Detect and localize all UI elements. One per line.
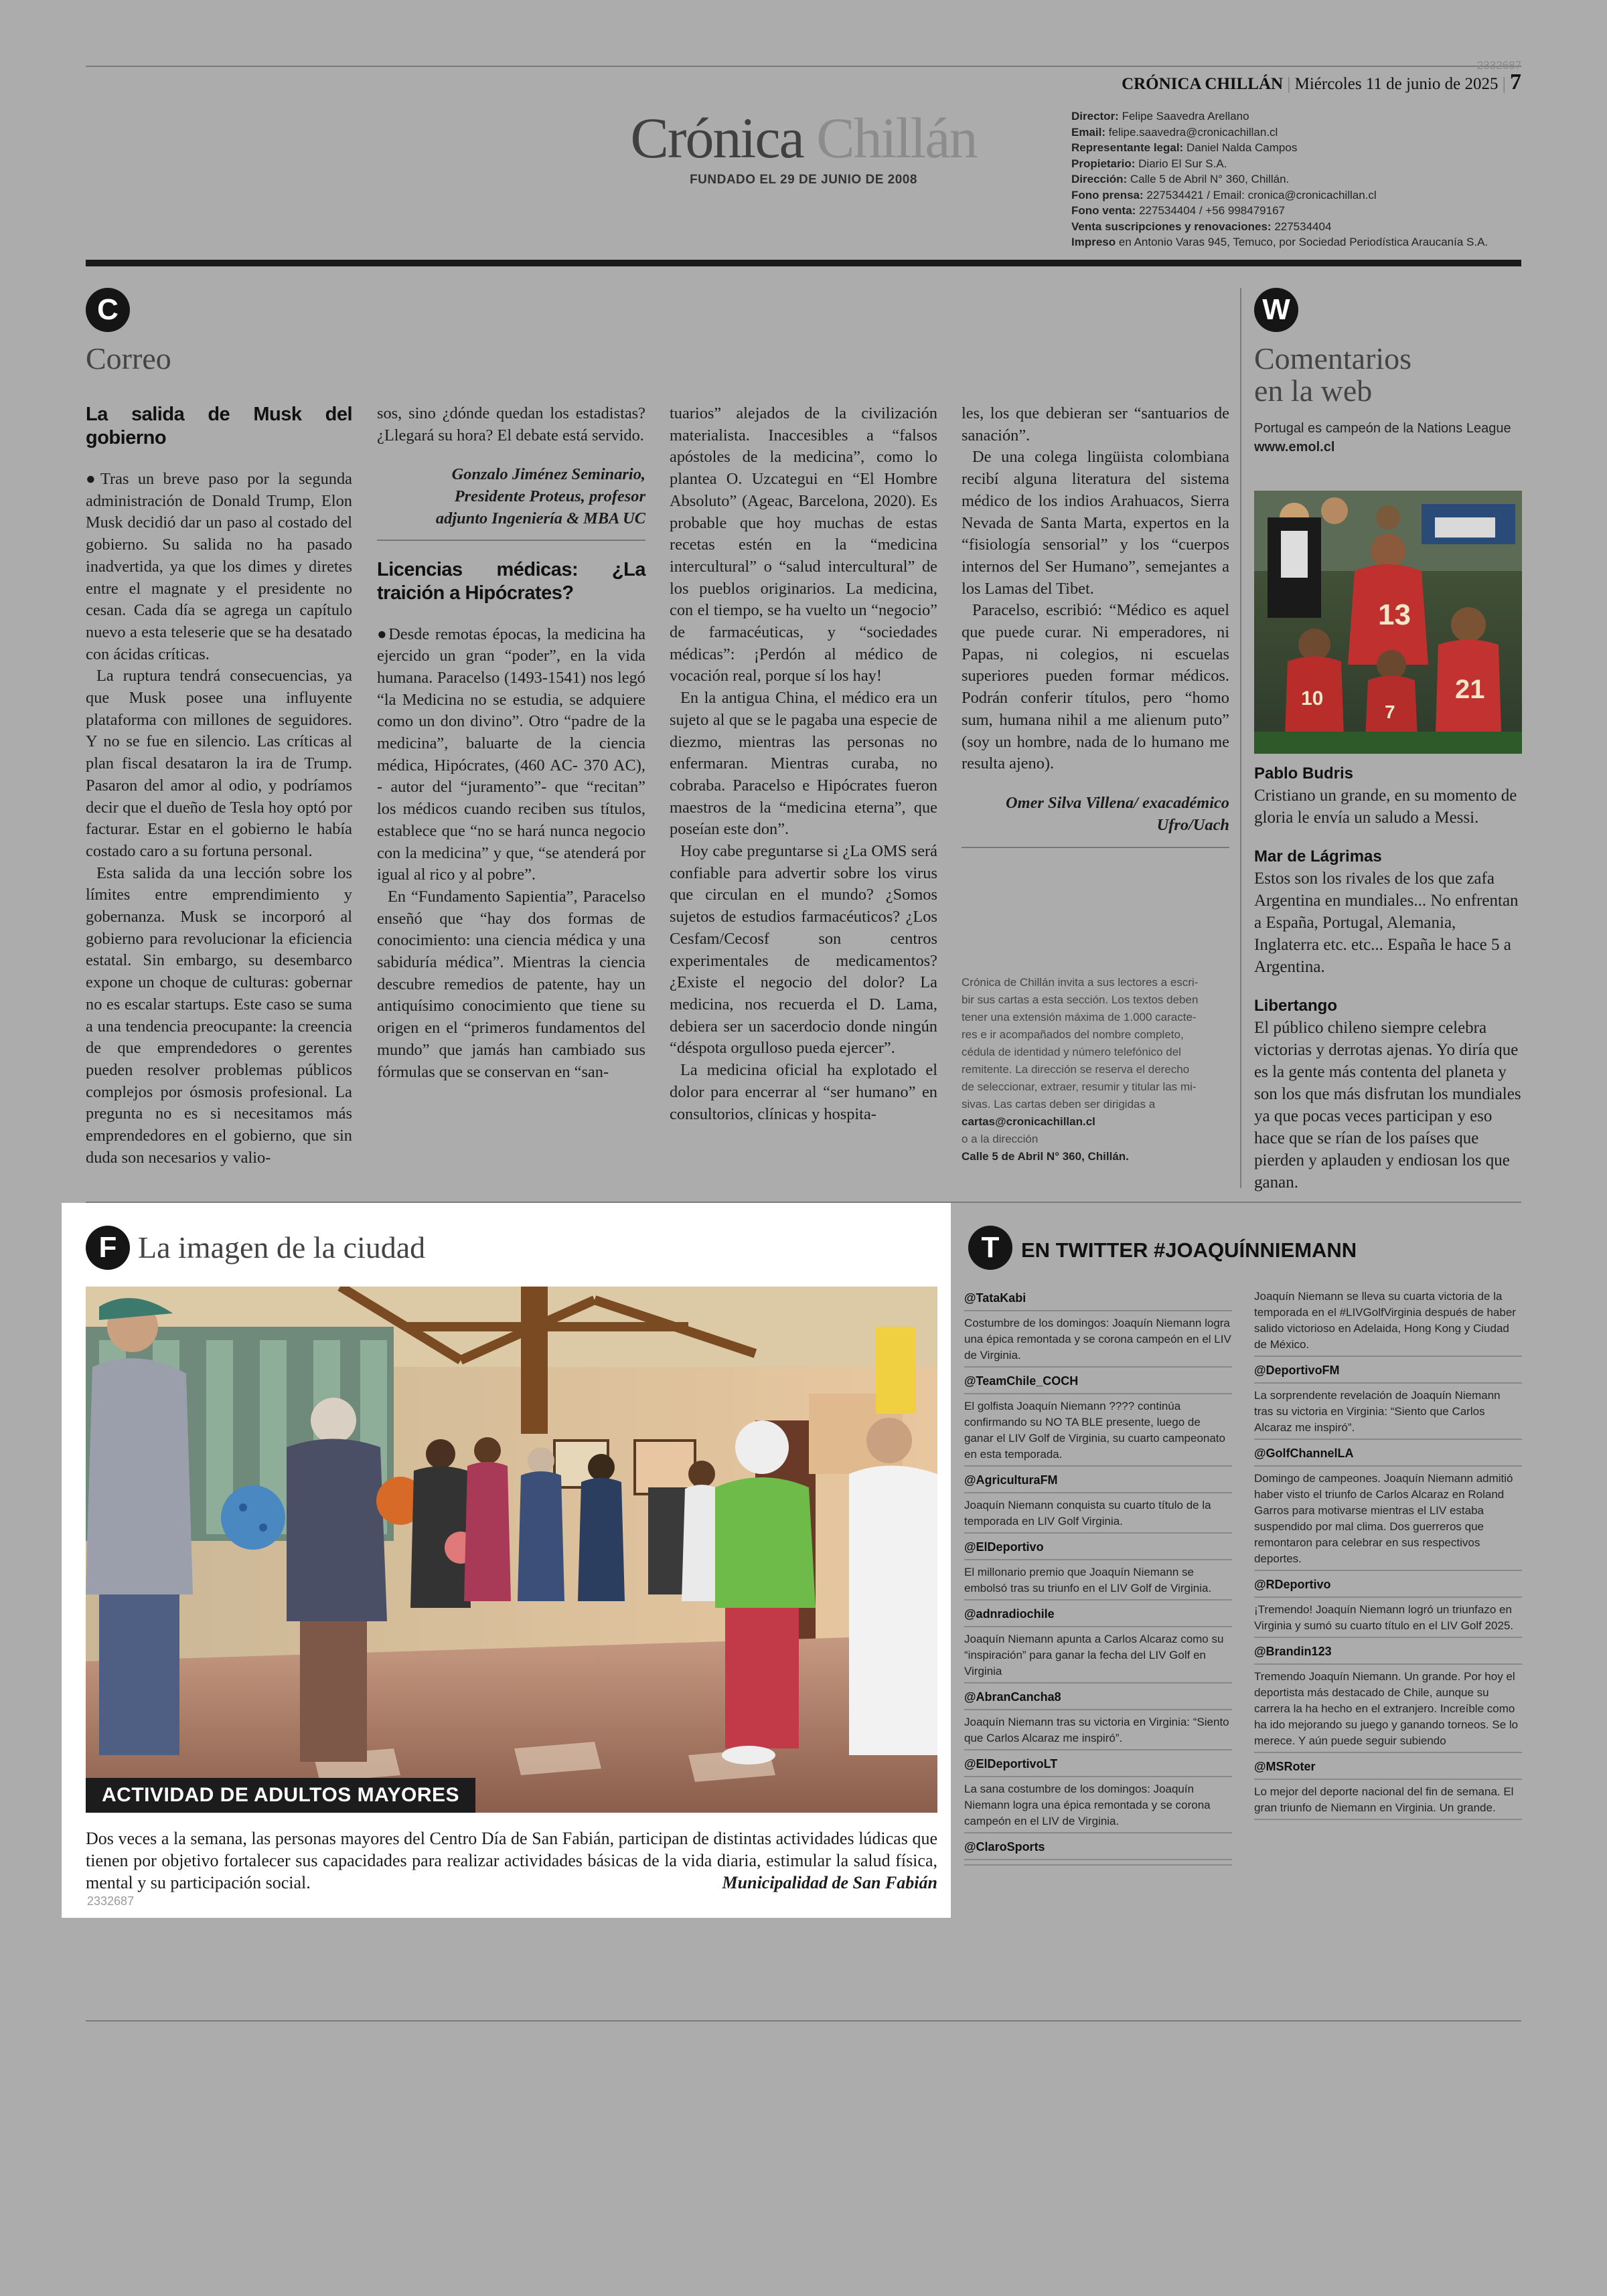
- tweet-text: Tremendo Joaquín Niemann. Un grande. Por hoy el deportista más destacado de Chile, aunque su carrera la ha hecho en el extranjero. Increíble como ha ido mejorando su juego y ganando torneos. Se lo merece. Y aún puede seguir subiendo: [1254, 1670, 1519, 1747]
- web-comment-user: Pablo Budris: [1254, 764, 1354, 783]
- letter2-body-col4: [962, 403, 1229, 775]
- staff-row: [1071, 140, 1527, 156]
- tweet-separator: [964, 1749, 1232, 1750]
- staff-value: 227534421 / Email: cronica@cronicachillan.cl: [1146, 188, 1377, 201]
- tweet-separator: [1254, 1596, 1522, 1598]
- tweet-separator: [964, 1366, 1232, 1368]
- city-code: 2332687: [87, 1894, 135, 1908]
- page-number: 7: [1510, 70, 1521, 94]
- tweet-text: Domingo de campeones. Joaquín Niemann admitió haber visto el triunfo de Carlos Alcaraz en Roland Garros para motivarse mientras el LIV estaba suspendido por mal clima. Dos guerreros que remontaron para celebrar en sus respectivos deportes.: [1254, 1472, 1513, 1565]
- tweet-text: El millonario premio que Joaquín Niemann se embolsó tras su triunfo en el LIV Golf de Virginia.: [964, 1566, 1212, 1594]
- staff-row: [1071, 234, 1527, 250]
- staff-label: Fono prensa:: [1071, 188, 1144, 201]
- signature-line: adjunto Ingeniería & MBA UC: [435, 509, 645, 527]
- staff-label: Representante legal:: [1071, 141, 1184, 154]
- tweet-text: Costumbre de los domingos: Joaquín Niemann logra una épica remontada y se corona campeón en el LIV de Virginia.: [964, 1317, 1231, 1362]
- web-title-line1: Comentarios: [1254, 341, 1412, 376]
- letter2-signature: [962, 793, 1229, 836]
- web-site[interactable]: www.emol.cl: [1254, 440, 1335, 455]
- tweet-separator: [964, 1465, 1232, 1467]
- letter1-signature: [377, 464, 645, 529]
- paragraph: ●Tras un breve paso por la segunda administración de Donald Trump, Elon Musk decidió dar un paso al costado del gobierno. Su salida no ha pasado inadvertida, ya que los dimes y diretes entre el magnate y el presidente no cesan. Cada día se agrega un capítulo nuevo a esta teleserie que se ha desatado con ácidas críticas.: [86, 470, 352, 663]
- twitter-badge: T: [968, 1226, 1012, 1270]
- staff-box: [1071, 108, 1527, 250]
- tweet-separator: [1254, 1465, 1522, 1467]
- letter2-body-col2: [377, 624, 645, 1084]
- staff-label: Impreso: [1071, 236, 1116, 248]
- notice-line: cédula de identidad y número telefónico del: [962, 1046, 1181, 1058]
- tweet-separator: [964, 1599, 1232, 1601]
- photo-label: ACTIVIDAD DE ADULTOS MAYORES: [86, 1778, 475, 1813]
- signature-line: Presidente Proteus, profesor: [454, 487, 645, 506]
- tweet-text: Joaquín Niemann se lleva su cuarta victoria de la temporada en el #LIVGolfVirginia después de haber salido victorioso en Adelaida, Hong Kong y Ciudad de México.: [1254, 1290, 1516, 1351]
- staff-value: en Antonio Varas 945, Temuco, por Sociedad Periodística Araucanía S.A.: [1118, 236, 1488, 248]
- tweet-separator: [964, 1832, 1232, 1833]
- masthead-word-chillan: Chillán: [816, 106, 977, 170]
- twitter-column-1: [964, 1289, 1232, 1870]
- staff-label: Dirección:: [1071, 173, 1128, 185]
- notice-line: bir sus cartas a esta sección. Los textos deben: [962, 993, 1199, 1006]
- tweet-text: Joaquín Niemann conquista su cuarto título de la temporada en LIV Golf Virginia.: [964, 1499, 1211, 1528]
- letter2-body-col3: [670, 403, 937, 1125]
- web-comment-text: Cristiano un grande, en su momento de gloria le envía un saludo a Messi.: [1254, 787, 1517, 827]
- staff-row: [1071, 171, 1527, 187]
- tweet-user: @AbranCancha8: [964, 1690, 1061, 1704]
- tweet-separator: [964, 1859, 1232, 1860]
- notice-line: Crónica de Chillán invita a sus lectores a escri-: [962, 976, 1199, 989]
- tweet-separator: [964, 1532, 1232, 1534]
- paragraph: La ruptura tendrá consecuencias, ya que Musk posee una influyente plataforma con millones de seguidores. Y no se fue en silencio. Las críticas al plan fiscal desataron la ira de Trump. Pasaron del amor al odio, y podríamos decir que el dueño de Tesla hoy optó por facturar. Estar en el gobierno le había costado caro a su fortuna personal.: [86, 667, 352, 860]
- staff-value: Calle 5 de Abril N° 360, Chillán.: [1130, 173, 1290, 185]
- staff-value: Daniel Naldа Campos: [1186, 141, 1298, 154]
- correo-column-3: [670, 403, 937, 1125]
- top-rule: [86, 66, 1521, 67]
- tweet-user: @TeamChile_COCH: [964, 1374, 1079, 1388]
- svg-text:7: 7: [1385, 702, 1395, 722]
- staff-label: Director:: [1071, 110, 1119, 122]
- staff-label: Email:: [1071, 125, 1106, 139]
- tweet-separator: [964, 1310, 1232, 1311]
- tweet-separator: [1254, 1752, 1522, 1753]
- running-head: CRÓNICA CHILLÁN | Miércoles 11 de junio de 2025 | 7: [1122, 70, 1521, 94]
- web-comment-text: Estos son los rivales de los que zafa Argentina en mundiales... No enfrentan a España, Portugal, Alemania, Inglaterra etc. etc... España le hace 5 a Argentina.: [1254, 870, 1519, 976]
- notice-email[interactable]: cartas@cronicachillan.cl: [962, 1115, 1095, 1128]
- city-title: La imagen de la ciudad: [138, 1230, 426, 1264]
- city-badge: F: [86, 1226, 130, 1270]
- web-subtitle: Portugal es campeón de la Nations League: [1254, 421, 1511, 436]
- tweet-user: @ElDeportivo: [964, 1540, 1044, 1554]
- paragraph: tuarios” alejados de la civilización materialista. Inaccesibles a “falsos apóstoles de la medicina”, como lo plantea O. Uzcategui en “El Hombre Absoluto” (Ageac, Barcelona, 2020). Es probable que hoy muchas de estas recetas estén en la “medicina intercultural” o “salud intercultural” de los pueblos originarios. La medicina, con el tiempo, se ha vuelto un “negocio” de farmacéuticas, y “sociedades médicas”: ¡Perdón al médico de vocación real, porque sí los hay!: [670, 404, 937, 685]
- tweet-separator: [964, 1559, 1232, 1560]
- staff-row: [1071, 108, 1527, 125]
- tweet-separator: [964, 1864, 1232, 1866]
- tweet-separator: [964, 1492, 1232, 1493]
- paragraph: les, los que debieran ser “santuarios de sanación”.: [962, 404, 1229, 444]
- city-photo: [86, 1287, 937, 1813]
- masthead: [619, 107, 988, 187]
- city-caption-block: [86, 1827, 937, 1894]
- staff-value: Diario El Sur S.A.: [1138, 157, 1227, 170]
- notice-line: res e ir acompañados del nombre completo,: [962, 1028, 1184, 1041]
- notice-line: sivas. Las cartas deben ser dirigidas a: [962, 1098, 1156, 1111]
- notice-line: remitente. La dirección se reserva el derecho: [962, 1063, 1190, 1076]
- masthead-logo: [619, 107, 988, 169]
- tweet-separator: [964, 1682, 1232, 1684]
- tweet-separator: [1254, 1663, 1522, 1665]
- tweet-separator: [1254, 1439, 1522, 1440]
- running-head-date: Miércoles 11 de junio de 2025: [1294, 75, 1499, 93]
- city-caption: Dos veces a la semana, las personas mayores del Centro Día de San Fabián, participan de distintas actividades lúdicas que tienen por objetivo fortalecer sus capacidades para realizar actividades básicas de la vida diaria, estimular la salud física, mental y su participación social.: [86, 1829, 937, 1892]
- svg-text:10: 10: [1301, 687, 1324, 710]
- letter1-body: [86, 469, 352, 1169]
- web-title: [1254, 343, 1522, 407]
- svg-text:13: 13: [1378, 598, 1411, 631]
- tweet-text: ¡Tremendo! Joaquín Niemann logró un triunfazo en Virginia y sumó su cuarto título en el LIV Golf 2025.: [1254, 1603, 1514, 1632]
- tweet-user: @ElDeportivoLT: [964, 1757, 1058, 1771]
- tweet-user: @AgriculturaFM: [964, 1473, 1058, 1487]
- web-title-line2: en la web: [1254, 374, 1373, 408]
- letter2-headline: Licencias médicas: ¿La traición a Hipócrates?: [377, 558, 645, 604]
- tweet-separator: [1254, 1779, 1522, 1780]
- staff-row: [1071, 187, 1527, 203]
- staff-value: felipe.saavedra@cronicachillan.cl: [1108, 125, 1278, 139]
- paragraph: En “Fundamento Sapientia”, Paracelso enseñó que “hay dos formas de conocimiento: una ciencia médica y una sabiduría médica”. Mientras la ciencia descubre remedios de patente, hay un antiquísimo conocimiento que tiene su origen en el “primeros fundamentos del mundo” que jamás han cambiado sus fórmulas que se conservan en “san-: [377, 887, 645, 1081]
- staff-label: Propietario:: [1071, 157, 1136, 170]
- vertical-divider: [1240, 288, 1241, 1188]
- tweet-text: Joaquín Niemann tras su victoria en Virginia: “Siento que Carlos Alcaraz me inspiró”.: [964, 1716, 1229, 1744]
- twitter-column-2: [1254, 1289, 1522, 1824]
- letter1-body-continued: sos, sino ¿dónde quedan los estadistas? ¿Llegará su hora? El debate está servido.: [377, 404, 645, 444]
- signature-line: Ufro/Uach: [1156, 815, 1229, 834]
- paragraph: Esta salida da una lección sobre los límites entre emprendimiento y gobernanza. Musk se incorporó al gobierno para revolucionar la eficiencia estatal. Sin embargo, su desembarco expone un choque de culturas: gobernar no es escalar startups. Este caso se suma a una tendencia preocupante: la creencia de que emprendedores o gerentes pueden resolver problemas públicos complejos por ósmosis profesional. La pregunta no es si necesitamos más emprendedores en el gobierno, que sin duda son necesarios y valio-: [86, 864, 352, 1167]
- tweet-separator: [1254, 1356, 1522, 1357]
- web-badge: W: [1254, 288, 1298, 332]
- letter-divider: [377, 540, 645, 541]
- staff-value: 227534404 / +56 998479167: [1139, 204, 1285, 217]
- correo-column-4: [962, 403, 1229, 864]
- paragraph: Paracelso, escribió: “Médico es aquel que puede curar. Ni emperadores, ni Papas, ni colegios, ni escuelas superiores pueden formar médicos. Podrán conferir títulos, pero “homo sum, humana nihil a me alienum puto” (soy un hombre, nada de lo humano me resulta ajeno).: [962, 601, 1229, 773]
- svg-text:21: 21: [1455, 675, 1485, 704]
- tweet-separator: [1254, 1637, 1522, 1638]
- tweet-user: @RDeportivo: [1254, 1578, 1331, 1591]
- correo-column-1: [86, 403, 352, 1169]
- signature-divider: [962, 847, 1229, 848]
- staff-row: [1071, 219, 1527, 235]
- founded-line: FUNDADO EL 29 DE JUNIO DE 2008: [690, 173, 917, 187]
- running-head-paper: CRÓNICA CHILLÁN: [1122, 75, 1284, 93]
- paragraph: Hoy cabe preguntarse si ¿La OMS será confiable para advertir sobre los virus que circulan en el mundo? ¿Somos sujetos de estudios farmacéuticos? ¿Los Cesfam/Cecosf son centros experimentales de medicamentos? ¿Existe el negocio del dolor? La medicina, nos recuerda el D. Lama, debiera ser un sacerdocio donde ningún “déspota orgulloso pueda ejercer”.: [670, 842, 937, 1058]
- notice-line: tener una extensión máxima de 1.000 caracte-: [962, 1011, 1197, 1023]
- staff-row: [1071, 156, 1527, 172]
- web-comments: [1254, 763, 1522, 1194]
- correo-title: Correo: [86, 341, 171, 376]
- soccer-photo: [1254, 491, 1522, 754]
- paragraph: De una colega lingüista colombiana recibí alguna literatura del sistema médico de los indios Arahuacos, Sierra Nevada de Santa Marta, expertos en la “fisiología sensorial” y los “cuerpos internos del Ser Humano”, semejantes a los Lamas del Tibet.: [962, 448, 1229, 598]
- letter1-headline: La salida de Musk del gobierno: [86, 404, 352, 448]
- web-comment-text: El público chileno siempre celebra victorias y derrotas ajenas. Yo diría que es la gente más contenta del planeta y son los que más disfrutan los mundiales ya que pocas veces participan y eso hace que se rían de los países que pierden y aplauden y endiosan los que ganan.: [1254, 1019, 1521, 1192]
- tweet-separator: [1254, 1382, 1522, 1384]
- paragraph: ●Desde remotas épocas, la medicina ha ejercido un gran “poder”, en la vida humana. Paracelso (1493-1541) nos legó “la Medicina no se estudia, se adquiere como un don divino”. Otro “padre de la medicina”, baluarte de la ciencia médica, Hipócrates, (460 AC- 370 AC), - autor del “juramento”- que “recitan” los médicos cuando reciben sus títulos, establece que “no se hará nunca negocio con la medicina” y que, “se atenderá por igual al rico y al pobre”.: [377, 625, 645, 884]
- masthead-word-cronica: Crónica: [630, 106, 804, 170]
- tweet-text: Lo mejor del deporte nacional del fin de semana. El gran triunfo de Niemann en Virginia. Un grande.: [1254, 1785, 1514, 1814]
- signature-line: Omer Silva Villena/ exacadémico: [1006, 793, 1229, 812]
- correo-badge: C: [86, 288, 130, 332]
- tweet-text: La sorprendente revelación de Joaquín Niemann tras su victoria en Virginia: “Siento que Carlos Alcaraz me inspiró”.: [1254, 1389, 1501, 1434]
- tweet-user: @ClaroSports: [964, 1840, 1045, 1854]
- tweet-text: El golfista Joaquín Niemann ???? continúa confirmando su NO TA BLE presente, luego de ganar el LIV Golf de Virginia, su cuarto campeonato en esta temporada.: [964, 1400, 1225, 1461]
- staff-label: Fono venta:: [1071, 204, 1136, 217]
- tweet-separator: [964, 1393, 1232, 1394]
- signature-line: Gonzalo Jiménez Seminario,: [451, 465, 645, 484]
- notice-line: de seleccionar, extraer, resumir y titular las mi-: [962, 1080, 1197, 1093]
- notice-address: Calle 5 de Abril N° 360, Chillán.: [962, 1150, 1129, 1163]
- tweet-separator: [1254, 1570, 1522, 1571]
- staff-value: Felipe Saavedra Arellano: [1122, 110, 1249, 122]
- staff-label: Venta suscripciones y renovaciones:: [1071, 220, 1272, 233]
- paragraph: En la antigua China, el médico era un sujeto al que se le pagaba una especie de diezmo, mientras las personas no enfermaran. Mientras curaba, no cobraba. Paracelso e Hipócrates fueron maestros de la “medicina eterna”, que poseían este don”.: [670, 689, 937, 839]
- notice-or: o a la dirección: [962, 1133, 1039, 1145]
- tweet-separator: [964, 1776, 1232, 1777]
- tweet-separator: [1254, 1819, 1522, 1820]
- tweet-user: @TataKabi: [964, 1291, 1026, 1305]
- tweet-user: @MSRoter: [1254, 1760, 1316, 1773]
- twitter-title: EN TWITTER #JOAQUÍNNIEMANN: [1021, 1238, 1357, 1262]
- page-code: 2332687: [1476, 59, 1521, 72]
- tweet-user: @Brandin123: [1254, 1645, 1332, 1658]
- tweet-user: @DeportivoFM: [1254, 1364, 1340, 1377]
- header-thick-rule: [86, 260, 1521, 266]
- city-credit: Municipalidad de San Fabián: [722, 1873, 937, 1892]
- tweet-text: La sana costumbre de los domingos: Joaquín Niemann logra una épica remontada y se corona campeón en el LIV de Virginia.: [964, 1783, 1211, 1827]
- tweet-user: @adnradiochile: [964, 1607, 1055, 1621]
- tweet-text: Joaquín Niemann apunta a Carlos Alcaraz como su “inspiración” para ganar la fecha del LIV Golf en Virginia: [964, 1633, 1224, 1677]
- paragraph: La medicina oficial ha explotado el dolor para encerrar al “ser humano” en consultorios, clínicas y hospita-: [670, 1061, 937, 1123]
- web-comment-user: Mar de Lágrimas: [1254, 847, 1382, 866]
- bottom-rule: [86, 2020, 1521, 2022]
- staff-row: [1071, 125, 1527, 141]
- staff-row: [1071, 203, 1527, 219]
- correo-column-2: [377, 403, 645, 1083]
- letters-notice: [962, 974, 1229, 1165]
- tweet-separator: [964, 1626, 1232, 1627]
- staff-value: 227534404: [1274, 220, 1332, 233]
- web-subtitle-block: [1254, 419, 1522, 457]
- web-comment-user: Libertango: [1254, 997, 1337, 1015]
- tweet-separator: [964, 1709, 1232, 1710]
- tweet-user: @GolfChannelLA: [1254, 1447, 1354, 1460]
